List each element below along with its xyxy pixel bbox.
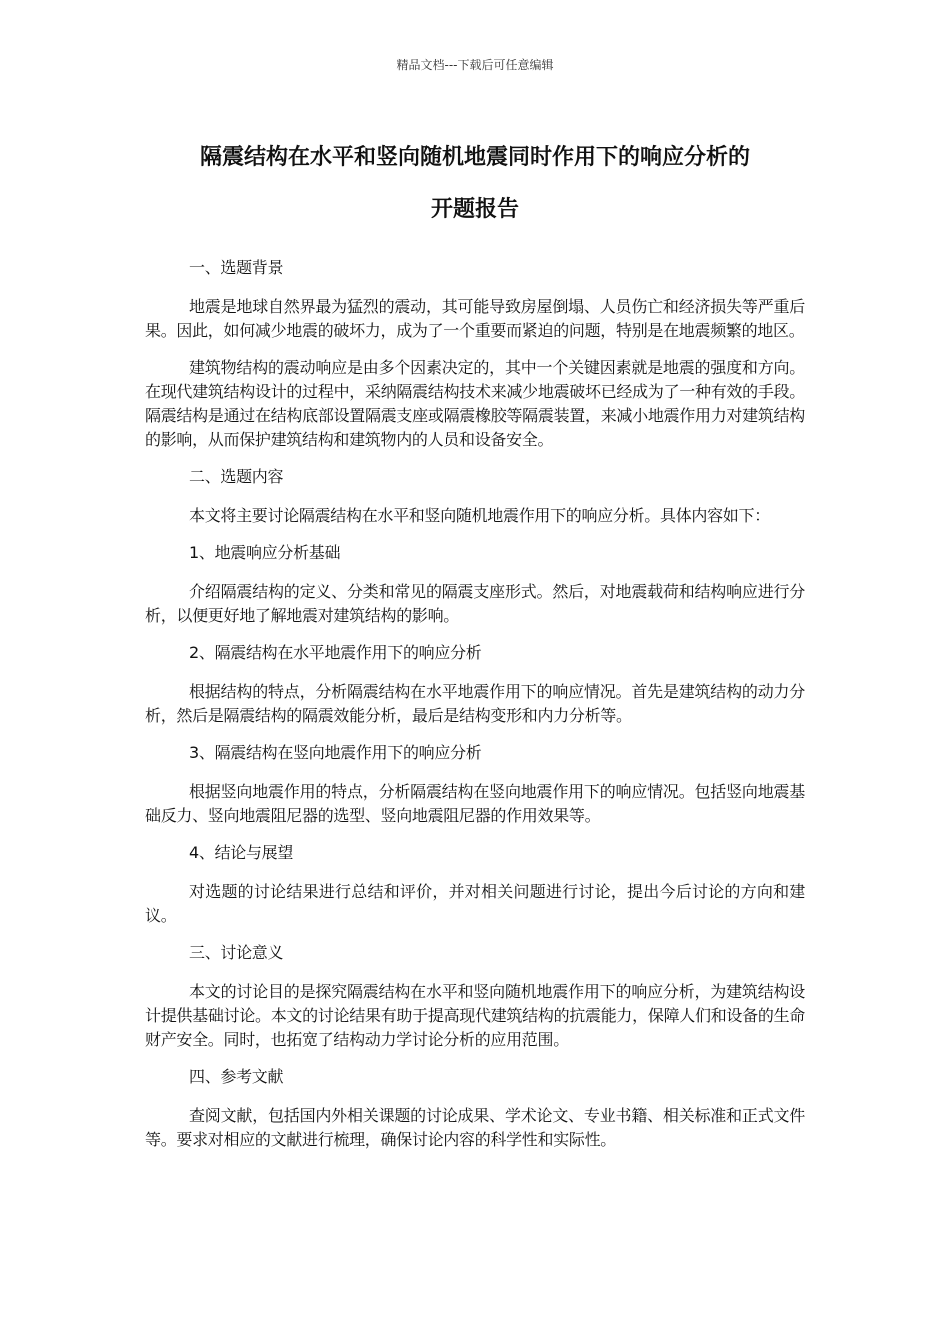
page-header: 精品文档---下载后可任意编辑 [396,58,554,72]
document-title-line-1: 隔震结构在水平和竖向随机地震同时作用下的响应分析的 [199,145,750,170]
subsection-heading-4: 4、结论与展望 [189,843,294,862]
subsection-heading-3: 3、隔震结构在竖向地震作用下的响应分析 [189,743,482,762]
document-title-line-2: 开题报告 [430,197,519,222]
paragraph: 对选题的讨论结果进行总结和评价，并对相关问题进行讨论，提出今后讨论的方向和建议。 [145,882,805,925]
paragraph: 介绍隔震结构的定义、分类和常见的隔震支座形式。然后，对地震载荷和结构响应进行分析，以便更好地了解地震对建筑结构的影响。 [145,582,805,625]
document-title [145,132,805,236]
document-body [145,256,805,1165]
paragraph: 本文的讨论目的是探究隔震结构在水平和竖向随机地震作用下的响应分析，为建筑结构设计提供基础讨论。本文的讨论结果有助于提高现代建筑结构的抗震能力，保障人们和设备的生命财产安全。同时，也拓宽了结构动力学讨论分析的应用范围。 [145,982,805,1049]
section-heading-references: 四、参考文献 [189,1067,284,1086]
subsection-heading-1: 1、地震响应分析基础 [189,543,341,562]
section-heading-background: 一、选题背景 [189,258,284,277]
paragraph: 根据结构的特点，分析隔震结构在水平地震作用下的响应情况。首先是建筑结构的动力分析，然后是隔震结构的隔震效能分析，最后是结构变形和内力分析等。 [145,682,805,725]
paragraph: 根据竖向地震作用的特点，分析隔震结构在竖向地震作用下的响应情况。包括竖向地震基础反力、竖向地震阻尼器的选型、竖向地震阻尼器的作用效果等。 [145,782,805,825]
section-heading-content: 二、选题内容 [189,467,284,486]
section-heading-significance: 三、讨论意义 [189,943,284,962]
paragraph: 本文将主要讨论隔震结构在水平和竖向随机地震作用下的响应分析。具体内容如下： [189,506,770,525]
subsection-heading-2: 2、隔震结构在水平地震作用下的响应分析 [189,643,482,662]
paragraph: 地震是地球自然界最为猛烈的震动，其可能导致房屋倒塌、人员伤亡和经济损失等严重后果。因此，如何减少地震的破坏力，成为了一个重要而紧迫的问题，特别是在地震频繁的地区。 [145,297,805,340]
paragraph: 建筑物结构的震动响应是由多个因素决定的，其中一个关键因素就是地震的强度和方向。在现代建筑结构设计的过程中，采纳隔震结构技术来减少地震破坏已经成为了一种有效的手段。隔震结构是通过在结构底部设置隔震支座或隔震橡胶等隔震装置，来减小地震作用力对建筑结构的影响，从而保护建筑结构和建筑物内的人员和设备安全。 [145,358,805,449]
paragraph: 查阅文献，包括国内外相关课题的讨论成果、学术论文、专业书籍、相关标准和正式文件等。要求对相应的文献进行梳理，确保讨论内容的科学性和实际性。 [145,1106,805,1149]
